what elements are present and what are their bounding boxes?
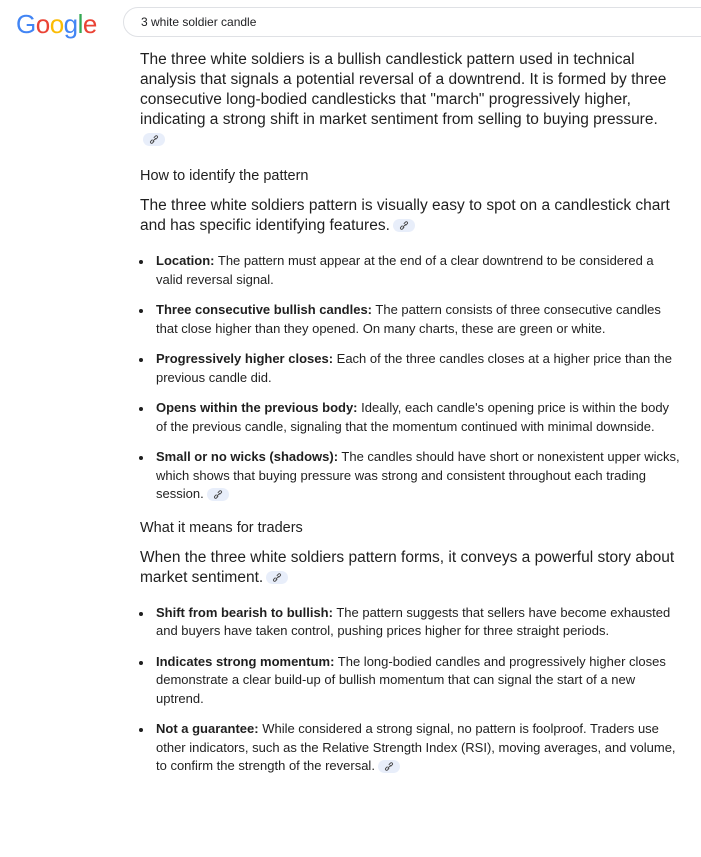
- section2-lead-text: When the three white soldiers pattern forms, it conveys a powerful story about market sentiment.: [140, 548, 675, 586]
- item-title: Progressively higher closes:: [156, 351, 334, 366]
- logo-letter: o: [49, 9, 64, 39]
- item-text: The pattern consists of three consecutive candles that close higher than they opened. On many charts, these are green or white.: [156, 302, 661, 336]
- intro-paragraph: [140, 50, 680, 150]
- section-heading-traders: What it means for traders: [140, 519, 303, 536]
- item-text: While considered a strong signal, no pattern is foolproof. Traders use other indicators, such as the Relative Strength Index (RSI), moving averages, and volume, to confirm the strength of the reversal.: [156, 721, 676, 773]
- link-icon: [384, 762, 394, 771]
- section1-lead-text: The three white soldiers pattern is visually easy to spot on a candlestick chart and has specific identifying features.: [140, 197, 670, 234]
- link-icon: [399, 221, 409, 230]
- source-link-chip[interactable]: [378, 760, 400, 773]
- identify-list: [140, 252, 680, 504]
- item-title: Location:: [156, 253, 215, 268]
- item-text: The pattern must appear at the end of a clear downtrend to be considered a valid reversal signal.: [156, 253, 654, 287]
- list-item: [140, 653, 680, 709]
- link-icon: [149, 135, 159, 144]
- item-text: The long-bodied candles and progressively higher closes demonstrate a clear build-up of bullish momentum that can signal the start of a new uptrend.: [156, 653, 666, 706]
- section-heading-identify: How to identify the pattern: [140, 168, 309, 184]
- section1-lead: [140, 196, 680, 236]
- item-text: Each of the three candles closes at a higher price than the previous candle did.: [156, 351, 672, 385]
- source-link-chip[interactable]: [266, 571, 288, 584]
- item-text: Ideally, each candle's opening price is within the body of the previous candle, signaling that the momentum continued with minimal downside.: [156, 400, 670, 434]
- list-item: [140, 350, 680, 387]
- list-item: [140, 252, 680, 289]
- link-icon: [213, 490, 223, 499]
- intro-text: The three white soldiers is a bullish candlestick pattern used in technical analysis that signals a potential reversal of a downtrend. It is formed by three consecutive long-bodied candlesticks that "march" progressively higher, indicating a strong shift in market sentiment from selling to buying pressure.: [140, 51, 667, 128]
- list-item: [140, 301, 680, 338]
- google-logo[interactable]: [16, 10, 97, 38]
- logo-letter: o: [35, 9, 50, 39]
- list-item: [140, 448, 680, 504]
- logo-letter: g: [63, 9, 78, 39]
- item-title: Small or no wicks (shadows):: [156, 449, 339, 464]
- item-title: Not a guarantee:: [156, 721, 259, 736]
- item-title: Three consecutive bullish candles:: [156, 302, 373, 317]
- section2-lead: [140, 548, 680, 588]
- logo-letter: G: [16, 9, 36, 39]
- logo-letter: e: [82, 9, 97, 39]
- source-link-chip[interactable]: [143, 133, 165, 146]
- search-input[interactable]: [123, 7, 701, 37]
- source-link-chip[interactable]: [393, 219, 415, 232]
- link-icon: [272, 573, 282, 582]
- item-text: The candles should have short or nonexistent upper wicks, which shows that buying pressure was strong and consistent throughout each trading session.: [156, 449, 680, 501]
- search-query: 3 white soldier candle: [141, 15, 257, 29]
- item-title: Indicates strong momentum:: [156, 653, 335, 669]
- ai-overview-content: [140, 50, 680, 788]
- logo-letter: l: [77, 9, 83, 39]
- item-text: The pattern suggests that sellers have become exhausted and buyers have taken control, pushing prices higher for three straight periods.: [156, 604, 671, 638]
- item-title: Shift from bearish to bullish:: [156, 604, 333, 620]
- traders-list: [140, 604, 680, 776]
- list-item: [140, 604, 680, 641]
- source-link-chip[interactable]: [207, 488, 229, 501]
- item-title: Opens within the previous body:: [156, 400, 358, 415]
- list-item: [140, 399, 680, 436]
- list-item: [140, 720, 680, 776]
